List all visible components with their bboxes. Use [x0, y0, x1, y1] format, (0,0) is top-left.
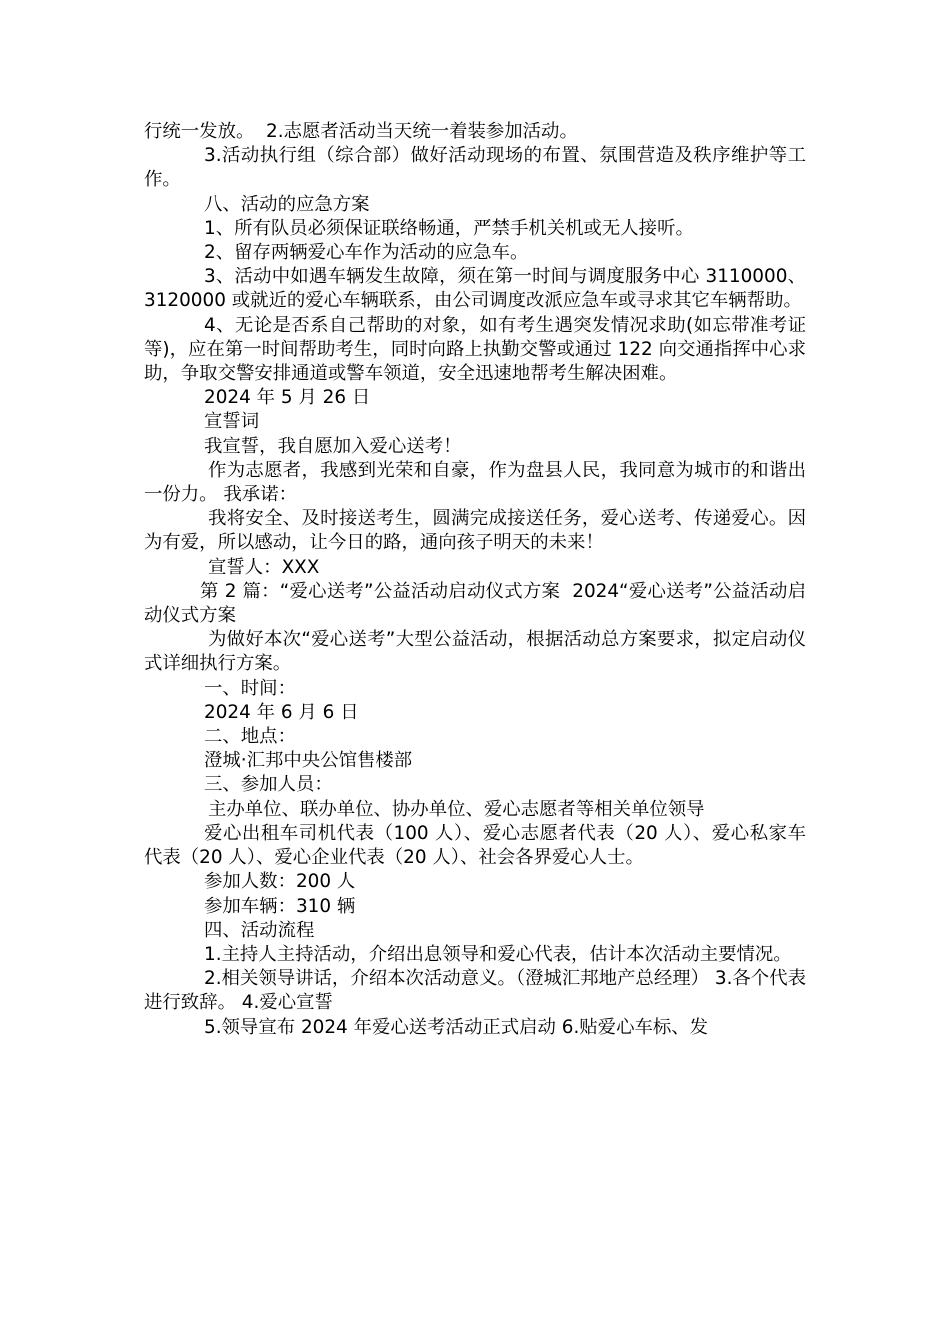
section-heading: 宣誓词	[204, 411, 260, 433]
paragraph: 行统一发放。 2.志愿者活动当天统一着装参加活动。	[144, 121, 578, 142]
date-line: 2024 年 5 月 26 日	[204, 387, 371, 409]
paragraph: 作为志愿者，我感到光荣和自豪，作为盘县人民，我同意为城市的和谐出一份力。 我承诺：	[144, 459, 806, 506]
paragraph: 5.领导宣布 2024 年爱心送考活动正式启动 6.贴爱心车标、发	[204, 1016, 709, 1038]
chapter-title: 第 2 篇：“爱心送考”公益活动启动仪式方案 2024“爱心送考”公益活动启动仪式方案	[144, 580, 806, 627]
paragraph: 为做好本次“爱心送考”大型公益活动，根据活动总方案要求，拟定启动仪式详细执行方案。	[144, 629, 806, 675]
paragraph: 参加人数：200 人	[204, 871, 356, 893]
section-heading: 四、活动流程	[204, 919, 315, 941]
paragraph: 参加车辆：310 辆	[204, 895, 356, 917]
paragraph: 3.活动执行组（综合部）做好活动现场的布置、氛围营造及秩序维护等工作。	[144, 145, 806, 191]
section-heading: 一、时间：	[204, 677, 296, 699]
paragraph: 我将安全、及时接送考生，圆满完成接送任务，爱心送考、传递爱心。因为有爱，所以感动，让今日的路，通向孩子明天的未来！	[144, 508, 806, 554]
paragraph: 2.相关领导讲话，介绍本次活动意义。（澄城汇邦地产总经理） 3.各个代表进行致辞。 4.爱心宣誓	[144, 968, 806, 1014]
paragraph: 我宣誓，我自愿加入爱心送考！	[204, 435, 462, 457]
paragraph: 2、留存两辆爱心车作为活动的应急车。	[204, 242, 529, 264]
paragraph: 4、无论是否系自己帮助的对象，如有考生遇突发情况求助(如忘带准考证等)，应在第一时间帮助考生，同时向路上执勤交警或通过 122 向交通指挥中心求助，争取交警安排通道或警车领道，安全迅速地帮考生解决困难。	[144, 314, 806, 385]
section-heading: 二、地点：	[204, 726, 296, 748]
signature-line: 宣誓人：XXX	[208, 556, 320, 578]
date-line: 2024 年 6 月 6 日	[204, 701, 359, 723]
paragraph: 爱心出租车司机代表（100 人）、爱心志愿者代表（20 人）、爱心私家车代表（20 人）、爱心企业代表（20 人）、社会各界爱心人士。	[144, 822, 806, 869]
document-page	[144, 120, 806, 1040]
paragraph: 3、活动中如遇车辆发生故障，须在第一时间与调度服务中心 3110000、3120000 或就近的爱心车辆联系，由公司调度改派应急车或寻求其它车辆帮助。	[144, 266, 806, 312]
section-heading: 八、活动的应急方案	[204, 193, 370, 215]
paragraph: 澄城·汇邦中央公馆售楼部	[204, 750, 413, 772]
section-heading: 三、参加人员：	[204, 774, 333, 796]
paragraph: 1.主持人主持活动，介绍出息领导和爱心代表，估计本次活动主要情况。	[204, 943, 792, 965]
paragraph: 1、所有队员必须保证联络畅通，严禁手机关机或无人接听。	[204, 217, 694, 239]
paragraph: 主办单位、联办单位、协办单位、爱心志愿者等相关单位领导	[208, 798, 705, 820]
